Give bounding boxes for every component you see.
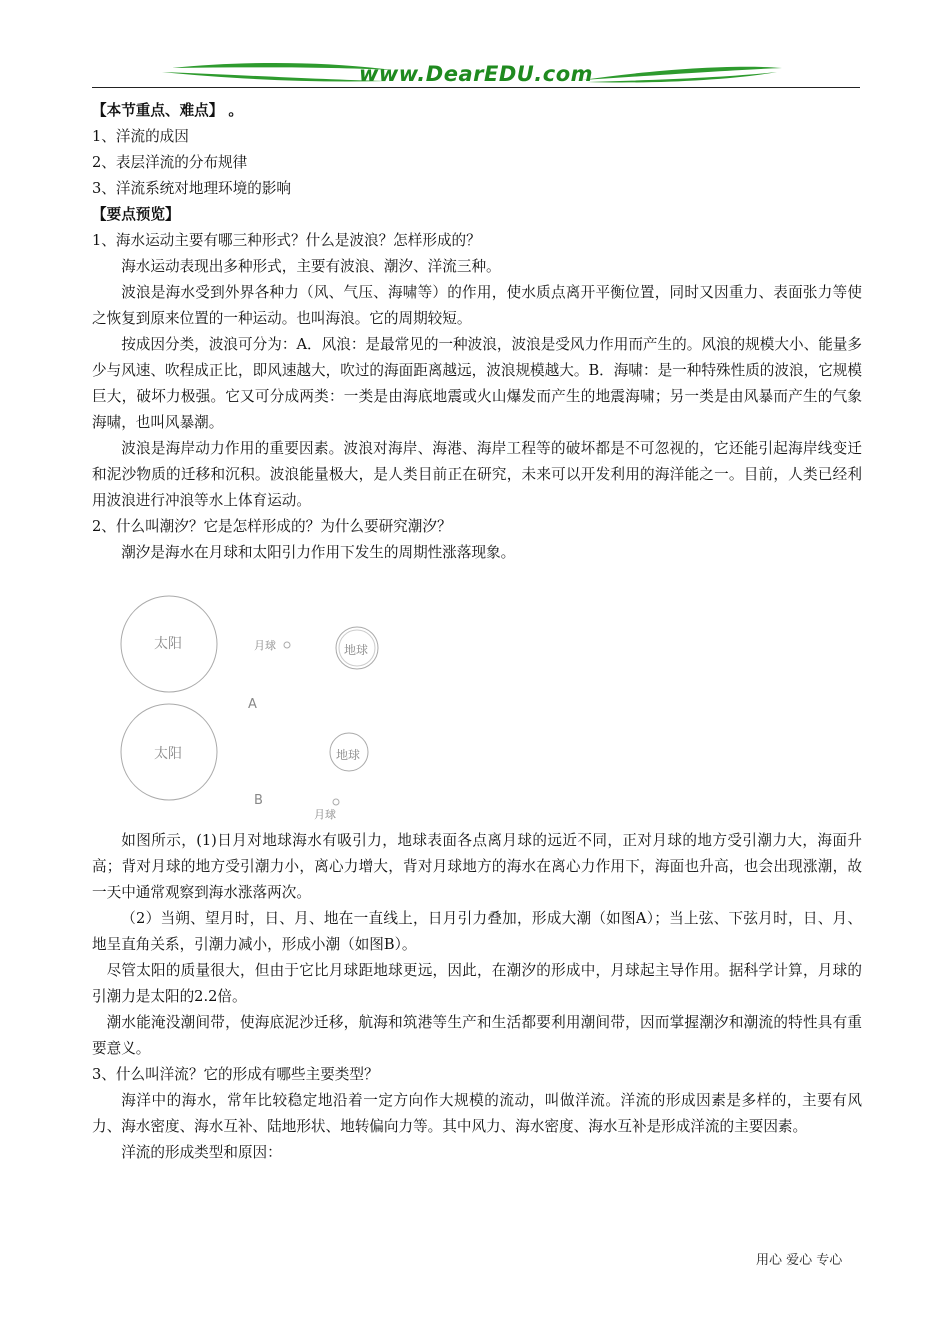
question-heading: 3、什么叫洋流？它的形成有哪些主要类型？	[92, 1066, 379, 1083]
section-heading-key-points: 【本节重点、难点】 。	[92, 102, 244, 119]
paragraph: 潮汐是海水在月球和太阳引力作用下发生的周期性涨落现象。	[121, 544, 516, 561]
paragraph: 海水运动表现出多种形式，主要有波浪、潮汐、洋流三种。	[121, 258, 501, 275]
document-body	[92, 98, 862, 1166]
paragraph: 如图所示，(1)日月对地球海水有吸引力，地球表面各点离月球的远近不同，正对月球的地方受引潮力大，海面升高；背对月球的地方受引潮力小，离心力增大，背对月球地方的海水在离心力作用下，海面也升高，也会出现涨潮，故一天中通常观察到海水涨落两次。	[92, 832, 862, 901]
paragraph: 波浪是海岸动力作用的重要因素。波浪对海岸、海港、海岸工程等的破坏都是不可忽视的，它还能引起海岸线变迁和泥沙物质的迁移和沉积。波浪能量极大，是人类目前正在研究，未来可以开发利用的海洋能之一。目前，人类已经利用波浪进行冲浪等水上体育运动。	[92, 440, 862, 509]
paragraph: 按成因分类，波浪可分为：A．风浪：是最常见的一种波浪，波浪是受风力作用而产生的。风浪的规模大小、能量多少与风速、吹程成正比，即风速越大，吹过的海面距离越远，波浪规模越大。B．海啸：是一种特殊性质的波浪，它规模巨大，破坏力极强。它又可分成两类：一类是由海底地震或火山爆发而产生的地震海啸；另一类是由风暴而产生的气象海啸，也叫风暴潮。	[92, 336, 862, 431]
diagram-label-a: A	[248, 697, 257, 712]
question-heading: 1、海水运动主要有哪三种形式？什么是波浪？怎样形成的？	[92, 232, 481, 249]
sun-label-a: 太阳	[154, 636, 182, 652]
page-header	[92, 58, 860, 90]
paragraph: 波浪是海水受到外界各种力（风、气压、海啸等）的作用，使水质点离开平衡位置，同时又因重力、表面张力等使之恢复到原来位置的一种运动。也叫海浪。它的周期较短。	[92, 284, 862, 327]
section-heading-preview: 【要点预览】	[92, 206, 180, 223]
paragraph: 尽管太阳的质量很大，但由于它比月球距地球更远，因此，在潮汐的形成中，月球起主导作用。据科学计算，月球的引潮力是太阳的2.2倍。	[92, 962, 862, 1005]
earth-label-b: 地球	[336, 748, 361, 762]
sun-label-b: 太阳	[154, 746, 182, 762]
moon-label-a: 月球	[254, 639, 276, 652]
page-footer: 用心 爱心 专心	[756, 1253, 843, 1268]
diagram-label-b: B	[254, 793, 263, 808]
question-heading: 2、什么叫潮汐？它是怎样形成的？为什么要研究潮汐？	[92, 518, 452, 535]
key-point-item: 1、洋流的成因	[92, 128, 189, 145]
key-point-item: 2、表层洋流的分布规律	[92, 154, 248, 171]
paragraph: 海洋中的海水，常年比较稳定地沿着一定方向作大规模的流动，叫做洋流。洋流的形成因素是多样的，主要有风力、海水密度、海水互补、陆地形状、地转偏向力等。其中风力、海水密度、海水互补是形成洋流的主要因素。	[92, 1092, 862, 1135]
tide-diagram	[92, 566, 862, 821]
paragraph: （2）当朔、望月时，日、月、地在一直线上，日月引力叠加，形成大潮（如图A）；当上弦、下弦月时，日、月、地呈直角关系，引潮力减小，形成小潮（如图B）。	[92, 910, 862, 953]
tide-diagram-shapes	[92, 566, 862, 814]
paragraph: 洋流的形成类型和原因：	[121, 1144, 282, 1161]
key-point-item: 3、洋流系统对地理环境的影响	[92, 180, 292, 197]
moon-label-b: 月球	[314, 808, 336, 821]
header-rule	[92, 87, 860, 88]
paragraph: 潮水能淹没潮间带，使海底泥沙迁移，航海和筑港等生产和生活都要利用潮间带，因而掌握潮汐和潮流的特性具有重要意义。	[92, 1014, 862, 1057]
earth-label-a: 地球	[344, 643, 369, 657]
site-logo-text: www.DearEDU.com	[358, 62, 594, 86]
